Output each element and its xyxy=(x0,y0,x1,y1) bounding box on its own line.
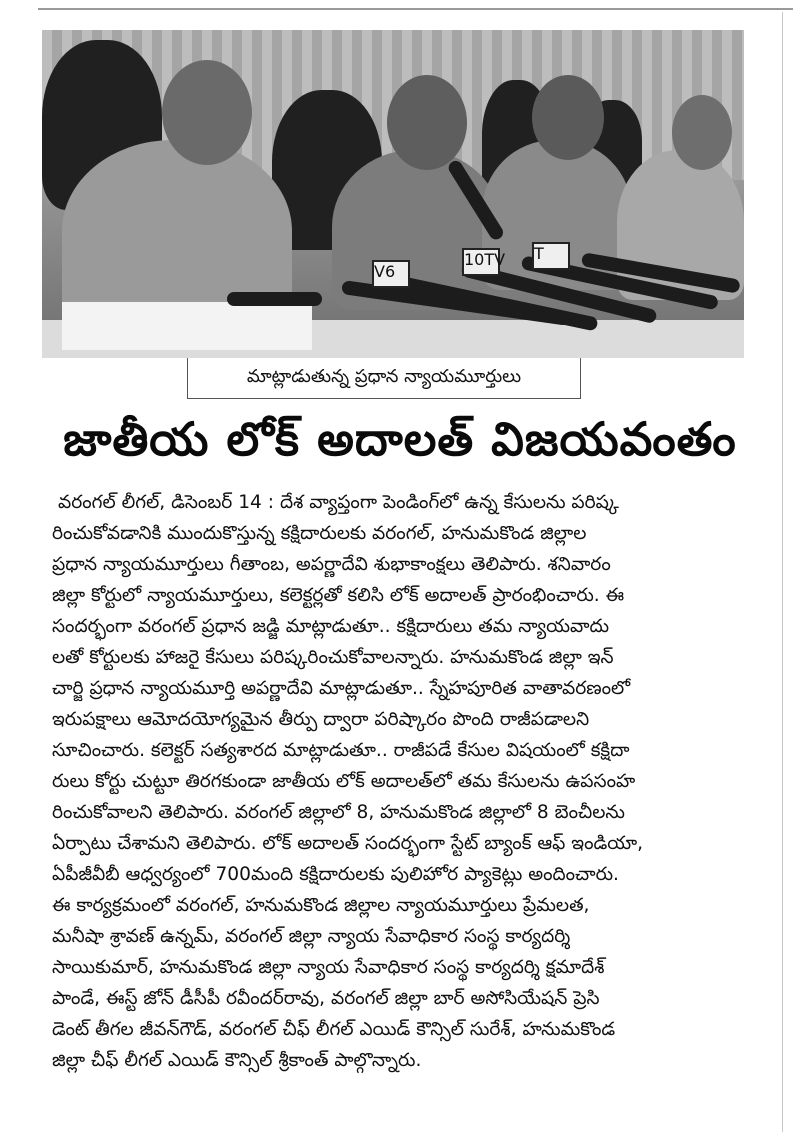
photo-caption: మాట్లాడుతున్న ప్రధాన న్యాయమూర్తులు xyxy=(187,358,581,399)
article-line: చార్జి ప్రధాన న్యాయమూర్తి అపర్ణాదేవి మాట్లాడుతూ.. స్నేహపూరిత వాతావరణంలో xyxy=(52,678,631,699)
article-line: ప్రధాన న్యాయమూర్తులు గీతాంబ, అపర్ణాదేవి శుభాకాంక్షలు తెలిపారు. శనివారం xyxy=(52,554,611,575)
article-line: రులు కోర్టు చుట్టూ తిరగకుండా జాతీయ లోక్ అదాలత్‌లో తమ కేసులను ఉపసంహ xyxy=(52,771,636,792)
right-divider xyxy=(782,12,783,1132)
article-line: సాయికుమార్, హనుమకొండ జిల్లా న్యాయ సేవాధికార సంస్థ కార్యదర్శి క్షమాదేశ్ xyxy=(52,957,605,978)
article-line: వరంగల్ లీగల్, డిసెంబర్ 14 : దేశ వ్యాప్తంగా పెండింగ్‌లో ఉన్న కేసులను పరిష్క xyxy=(58,492,619,513)
article-line: రించుకోవాలని తెలిపారు. వరంగల్ జిల్లాలో 8, హనుమకొండ జిల్లాలో 8 బెంచీలను xyxy=(52,802,625,823)
article-line: జిల్లా కోర్టులో న్యాయమూర్తులు, కలెక్టర్లతో కలిసి లోక్ అదాలత్ ప్రారంభించారు. ఈ xyxy=(52,585,625,606)
article-line: రించుకోవడానికి ముందుకొస్తున్న కక్షిదారులకు వరంగల్, హనుమకొండ జిల్లాల xyxy=(52,523,587,544)
article-line: సందర్భంగా వరంగల్ ప్రధాన జడ్జి మాట్లాడుతూ.. కక్షిదారులు తమ న్యాయవాదు xyxy=(52,616,610,637)
press-meet-photo xyxy=(42,30,744,358)
article-line: లతో కోర్టులకు హాజరై కేసులు పరిష్కరించుకోవాలన్నారు. హనుమకొండ జిల్లా ఇన్ xyxy=(52,647,614,668)
mic-badge: V6 xyxy=(372,260,410,288)
article-line: ఈ కార్యక్రమంలో వరంగల్, హనుమకొండ జిల్లాల న్యాయమూర్తులు ప్రేమలత, xyxy=(52,895,590,916)
article-line: జిల్లా చీఫ్ లీగల్ ఎయిడ్ కౌన్సిల్ శ్రీకాంత్ పాల్గొన్నారు. xyxy=(52,1050,422,1071)
article-line: ఇరుపక్షాలు ఆమోదయోగ్యమైన తీర్పు ద్వారా పరిష్కారం పొంది రాజీపడాలని xyxy=(52,709,590,730)
mic-badge: 10TV xyxy=(462,248,500,276)
mic-badge: T xyxy=(532,242,570,270)
article-line: ఏర్పాటు చేశామని తెలిపారు. లోక్ అదాలత్ సందర్భంగా స్టేట్ బ్యాంక్ ఆఫ్ ఇండియా, xyxy=(52,833,644,854)
article-headline: జాతీయ లోక్ అదాలత్ విజయవంతం xyxy=(63,412,737,466)
article-line: ఏపీజీవీబీ ఆధ్వర్యంలో 700మంది కక్షిదారులకు పులిహోర ప్యాకెట్లు అందించారు. xyxy=(52,864,619,885)
article-line: సూచించారు. కలెక్టర్ సత్యశారద మాట్లాడుతూ.. రాజీపడే కేసుల విషయంలో కక్షిదా xyxy=(52,740,630,761)
top-divider xyxy=(38,8,793,10)
article-line: మనీషా శ్రావణ్ ఉన్నమ్, వరంగల్ జిల్లా న్యాయ సేవాధికార సంస్థ కార్యదర్శి xyxy=(52,926,571,947)
article-line: పాండే, ఈస్ట్ జోన్ డీసీపీ రవీందర్‌రావు, వరంగల్ జిల్లా బార్ అసోసియేషన్ ప్రెసి xyxy=(52,988,600,1009)
article-line: డెంట్ తీగల జీవన్‌గౌడ్, వరంగల్ చీఫ్ లీగల్ ఎయిడ్ కౌన్సిల్ సురేశ్, హనుమకొండ xyxy=(52,1019,616,1040)
